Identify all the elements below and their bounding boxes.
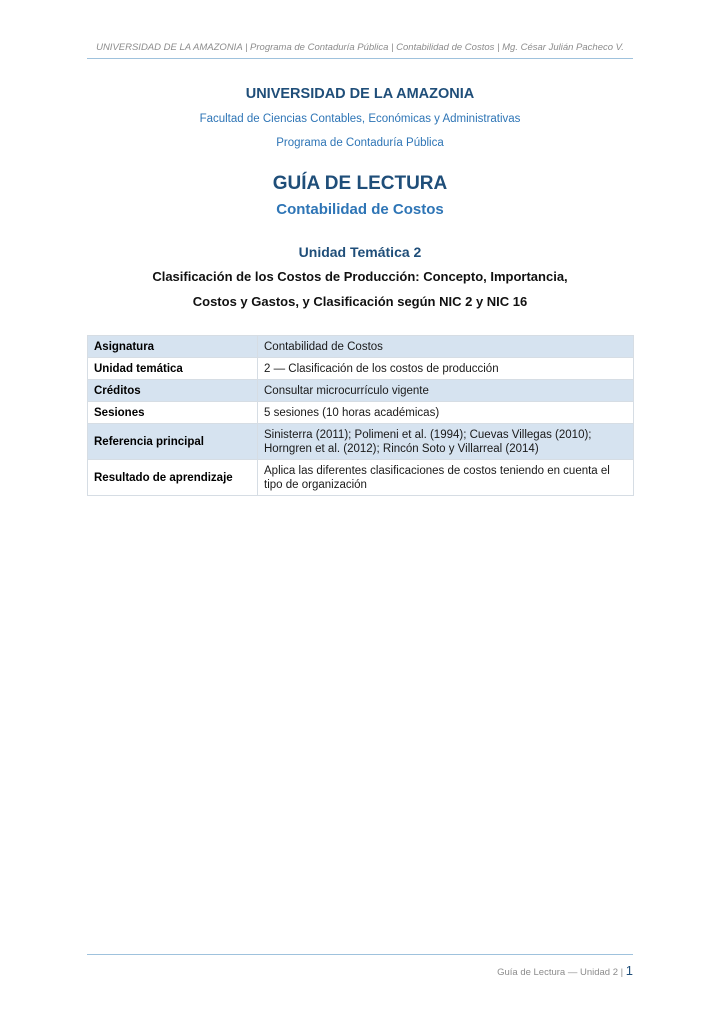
row-label: Referencia principal: [88, 424, 258, 460]
row-label: Créditos: [88, 380, 258, 402]
document-title: GUÍA DE LECTURA: [272, 173, 448, 194]
row-value: Consultar microcurrículo vigente: [258, 380, 634, 402]
footer-text: Guía de Lectura — Unidad 2 |: [497, 967, 626, 978]
row-label: Sesiones: [88, 402, 258, 424]
course-info-table: [87, 335, 634, 496]
table-row: [88, 402, 634, 424]
row-value: 5 sesiones (10 horas académicas): [258, 402, 634, 424]
unit-title-line-2: Costos y Gastos, y Clasificación según NIC 2 y NIC 16: [192, 294, 528, 309]
row-value: Contabilidad de Costos: [258, 336, 634, 358]
footer-divider: [87, 954, 633, 955]
row-label: Asignatura: [88, 336, 258, 358]
page-footer: [87, 962, 633, 980]
row-value: Sinisterra (2011); Polimeni et al. (1994); Cuevas Villegas (2010); Horngren et al. (2012); Rincón Soto y Villarreal (2014): [258, 424, 634, 460]
unit-title-line-1: Clasificación de los Costos de Producción: Concepto, Importancia,: [152, 269, 568, 284]
header-divider: [87, 58, 633, 59]
running-header: UNIVERSIDAD DE LA AMAZONIA | Programa de Contaduría Pública | Contabilidad de Costos | Mg. César Julián Pacheco V.: [96, 42, 624, 53]
row-value: 2 — Clasificación de los costos de producción: [258, 358, 634, 380]
table-row: [88, 424, 634, 460]
row-label: Resultado de aprendizaje: [88, 460, 258, 496]
row-value: Aplica las diferentes clasificaciones de costos teniendo en cuenta el tipo de organización: [258, 460, 634, 496]
university-name: UNIVERSIDAD DE LA AMAZONIA: [245, 86, 475, 102]
table-row: [88, 380, 634, 402]
program-name: Programa de Contaduría Pública: [276, 137, 444, 149]
unit-label: Unidad Temática 2: [298, 244, 422, 260]
table-row: [88, 336, 634, 358]
table-row: [88, 358, 634, 380]
faculty-name: Facultad de Ciencias Contables, Económicas y Administrativas: [199, 113, 521, 125]
document-subtitle: Contabilidad de Costos: [276, 201, 444, 218]
page-number: 1: [625, 963, 633, 978]
row-label: Unidad temática: [88, 358, 258, 380]
table-row: [88, 460, 634, 496]
